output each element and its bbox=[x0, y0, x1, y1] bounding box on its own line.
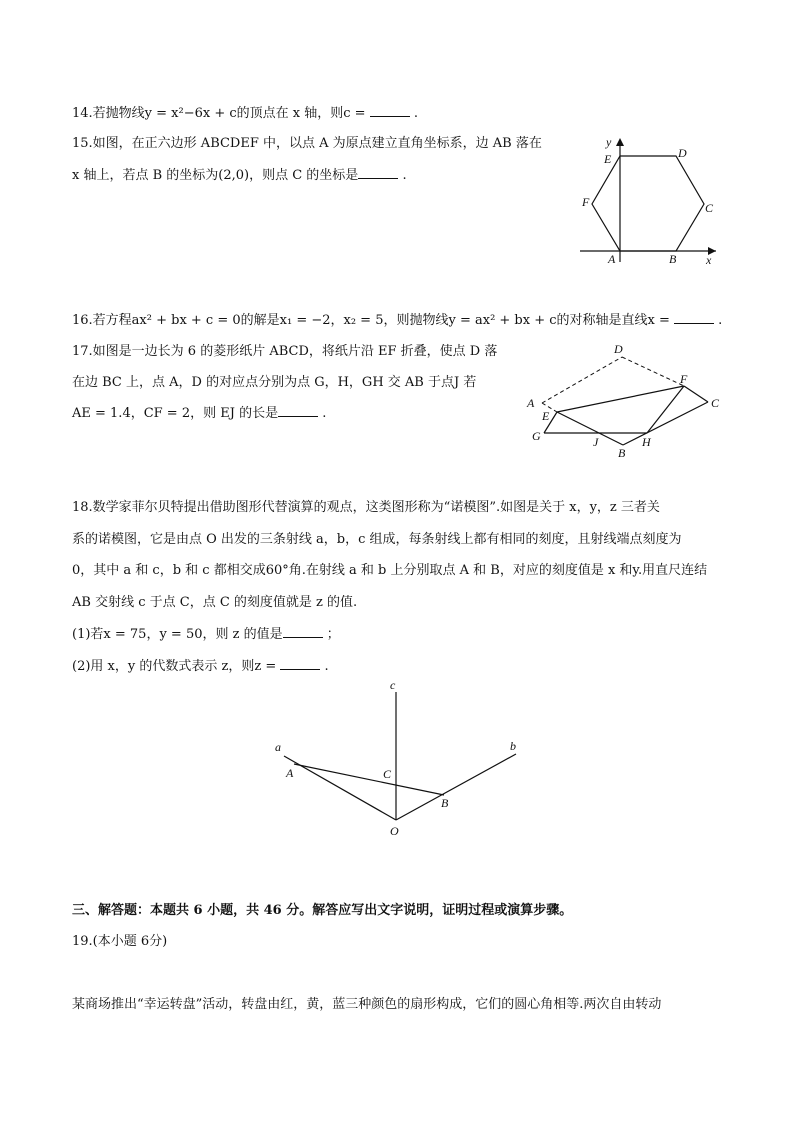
rhombus-fold-figure bbox=[522, 340, 732, 462]
label-J: J bbox=[593, 435, 599, 449]
nomogram-figure bbox=[270, 676, 530, 846]
y-axis-arrow-icon bbox=[616, 138, 624, 146]
question-14-text: 14.若抛物线y = x²−6x + c的顶点在 x 轴，则c = bbox=[72, 106, 370, 121]
question-17-line3 bbox=[72, 404, 326, 423]
dashed-DF bbox=[622, 357, 684, 386]
answer-blank-15[interactable] bbox=[358, 166, 398, 179]
question-18-line3: 0，其中 a 和 c，b 和 c 都相交成60°角.在射线 a 和 b 上分别取点 A 和 B，对应的刻度值是 x 和y.用直尺连结 bbox=[72, 563, 708, 578]
question-19-body: 某商场推出“幸运转盘”活动，转盘由红，黄，蓝三种颜色的扇形构成，它们的圆心角相等.两次自由转动 bbox=[72, 997, 662, 1012]
label-C: C bbox=[711, 396, 720, 410]
question-19-header: 19.(本小题 6分) bbox=[72, 934, 168, 949]
question-16-tail: . bbox=[714, 313, 723, 328]
label-c: c bbox=[390, 678, 396, 692]
question-16 bbox=[72, 311, 722, 330]
label-y: y bbox=[606, 135, 612, 149]
question-16-text: 16.若方程ax² + bx + c = 0的解是x₁ = −2，x₂ = 5，则抛物线y = ax² + bx + c的对称轴是直线x = bbox=[72, 313, 675, 328]
answer-blank-14[interactable] bbox=[370, 104, 410, 117]
question-18-line2: 系的诺模图，它是由点 O 出发的三条射线 a，b，c 组成，每条射线上都有相同的刻度，且射线端点刻度为 bbox=[72, 532, 682, 547]
label-A: A bbox=[608, 252, 616, 266]
answer-blank-18-1[interactable] bbox=[283, 625, 323, 638]
question-18-sub1-tail: ； bbox=[322, 627, 340, 642]
label-A: A bbox=[527, 396, 535, 410]
label-E: E bbox=[542, 409, 550, 423]
label-C: C bbox=[705, 201, 714, 215]
label-a: a bbox=[275, 740, 281, 754]
question-14-tail: . bbox=[409, 106, 418, 121]
label-B: B bbox=[669, 252, 677, 266]
question-18-sub1 bbox=[72, 625, 340, 644]
label-B: B bbox=[618, 446, 626, 460]
question-15-line2 bbox=[72, 166, 407, 185]
question-18-sub2-text: (2)用 x，y 的代数式表示 z，则z = bbox=[72, 659, 281, 674]
question-15-line1: 15.如图，在正六边形 ABCDEF 中，以点 A 为原点建立直角坐标系，边 AB 落在 bbox=[72, 136, 542, 151]
label-H: H bbox=[642, 435, 651, 449]
label-O: O bbox=[390, 824, 399, 838]
question-14 bbox=[72, 104, 418, 123]
hexagon-ABCDEF bbox=[592, 156, 704, 251]
edge-FC bbox=[684, 386, 708, 402]
label-B: B bbox=[441, 796, 449, 810]
question-18-sub2-tail: . bbox=[320, 659, 329, 674]
question-15-line2-text: x 轴上，若点 B 的坐标为(2,0)，则点 C 的坐标是 bbox=[72, 168, 359, 183]
label-G: G bbox=[532, 429, 541, 443]
answer-blank-16[interactable] bbox=[674, 311, 714, 324]
edge-EB bbox=[557, 412, 623, 445]
question-17-tail: . bbox=[318, 406, 327, 421]
fold-line-EF bbox=[557, 386, 684, 412]
edge-BC bbox=[623, 402, 708, 445]
question-17-line1: 17.如图是一边长为 6 的菱形纸片 ABCD，将纸片沿 EF 折叠，使点 D 落 bbox=[72, 344, 498, 359]
label-E: E bbox=[604, 152, 612, 166]
question-15-tail: . bbox=[398, 168, 407, 183]
segment-AB bbox=[294, 764, 444, 795]
section-3-heading: 三、解答题：本题共 6 小题，共 46 分。解答应写出文字说明，证明过程或演算步骤。 bbox=[72, 903, 573, 918]
question-17-line3-text: AE = 1.4，CF = 2，则 EJ 的长是 bbox=[72, 406, 279, 421]
hexagon-figure bbox=[576, 134, 726, 269]
question-18-line1: 18.数学家菲尔贝特提出借助图形代替演算的观点，这类图形称为“诺模图”.如图是关于 x，y，z 三者关 bbox=[72, 500, 660, 515]
label-D: D bbox=[614, 342, 623, 356]
label-C: C bbox=[383, 767, 392, 781]
question-18-line4: AB 交射线 c 于点 C，点 C 的刻度值就是 z 的值. bbox=[72, 595, 358, 610]
ray-b bbox=[396, 754, 516, 820]
label-D: D bbox=[678, 146, 687, 160]
label-A: A bbox=[286, 766, 294, 780]
label-F: F bbox=[680, 372, 688, 386]
label-x: x bbox=[706, 253, 712, 267]
label-b: b bbox=[510, 739, 516, 753]
answer-blank-18-2[interactable] bbox=[280, 657, 320, 670]
question-18-sub2 bbox=[72, 657, 329, 676]
question-18-sub1-text: (1)若x = 75，y = 50，则 z 的值是 bbox=[72, 627, 283, 642]
dashed-AD bbox=[542, 357, 622, 403]
label-F: F bbox=[582, 195, 590, 209]
question-17-line2: 在边 BC 上，点 A，D 的对应点分别为点 G，H，GH 交 AB 于点J 若 bbox=[72, 375, 477, 390]
answer-blank-17[interactable] bbox=[278, 404, 318, 417]
